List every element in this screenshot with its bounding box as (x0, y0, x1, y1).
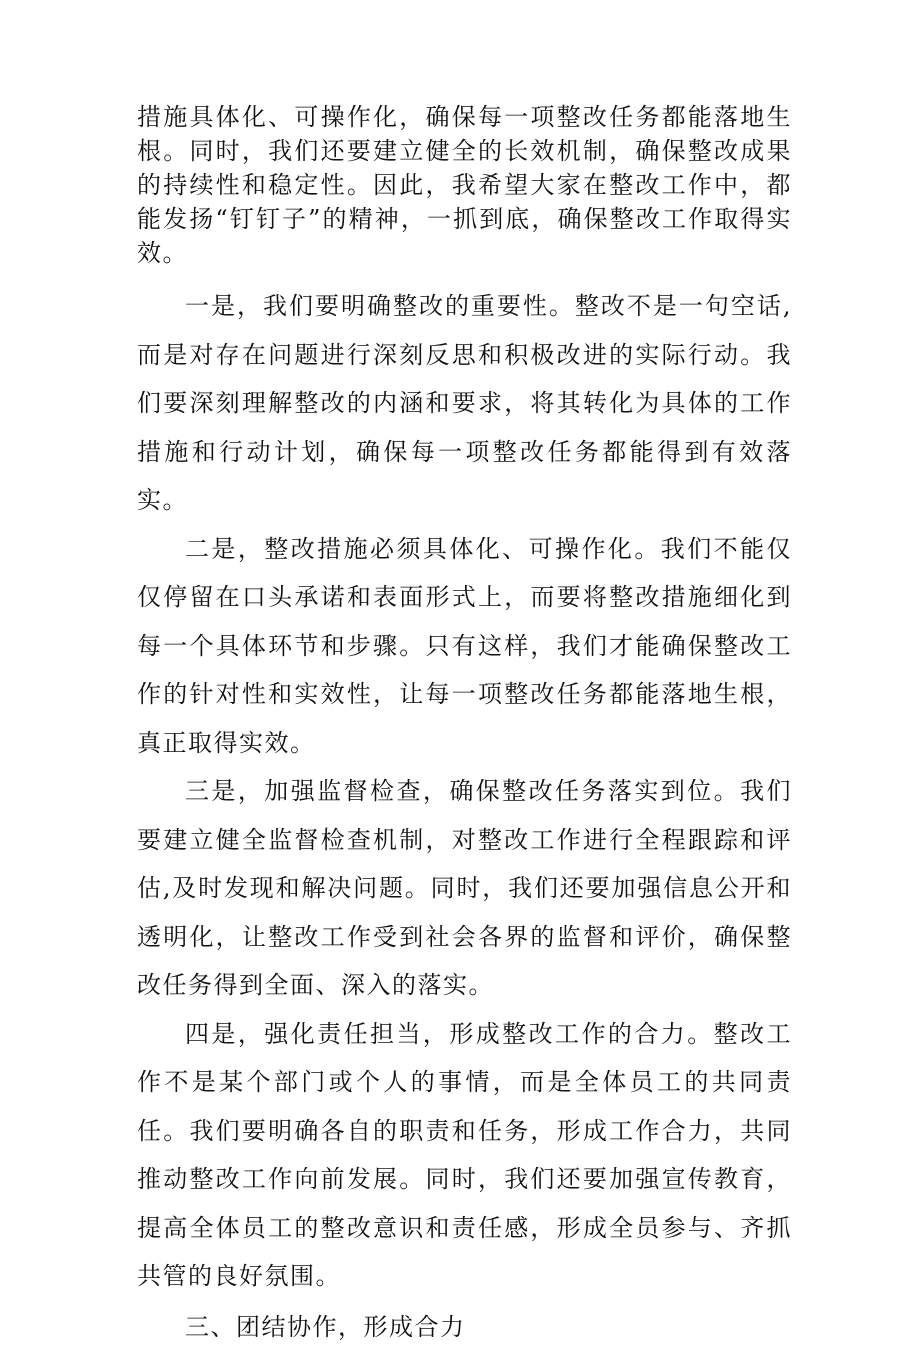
paragraph-continuation: 措施具体化、可操作化，确保每一项整改任务都能落地生根。同时，我们还要建立健全的长效机制，确保整改成果的持续性和稳定性。因此，我希望大家在整改工作中，都能发扬“钉钉子”的精神，一抓到底，确保整改工作取得实效。 (137, 100, 792, 282)
section-heading: 三、团结协作，形成合力 (137, 1303, 792, 1351)
paragraph-point-four: 四是，强化责任担当，形成整改工作的合力。整改工作不是某个部门或个人的事情，而是全体员工的共同责任。我们要明确各自的职责和任务，形成工作合力，共同推动整改工作向前发展。同时，我们还要加强宣传教育，提高全体员工的整改意识和责任感，形成全员参与、齐抓共管的良好氛围。 (137, 1010, 792, 1301)
paragraph-point-two: 二是，整改措施必须具体化、可操作化。我们不能仅仅停留在口头承诺和表面形式上，而要将整改措施细化到每一个具体环节和步骤。只有这样，我们才能确保整改工作的针对性和实效性，让每一项整改任务都能落地生根，真正取得实效。 (137, 525, 792, 768)
document-body (137, 100, 792, 1351)
paragraph-point-three: 三是，加强监督检查，确保整改任务落实到位。我们要建立健全监督检查机制，对整改工作进行全程跟踪和评估,及时发现和解决问题。同时，我们还要加强信息公开和透明化，让整改工作受到社会各界的监督和评价，确保整改任务得到全面、深入的落实。 (137, 767, 792, 1010)
paragraph-point-one: 一是，我们要明确整改的重要性。整改不是一句空话,而是对存在问题进行深刻反思和积极改进的实际行动。我们要深刻理解整改的内涵和要求，将其转化为具体的工作措施和行动计划，确保每一项整改任务都能得到有效落实。 (137, 282, 792, 525)
